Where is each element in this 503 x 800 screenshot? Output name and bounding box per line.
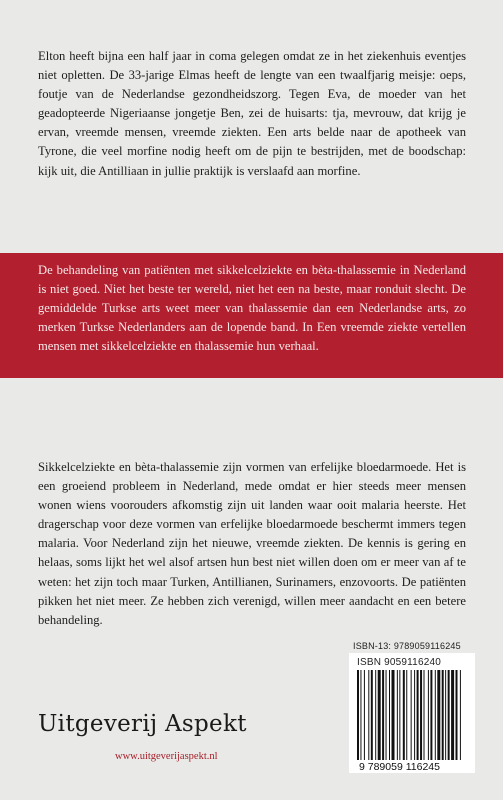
publisher-url[interactable]: www.uitgeverijaspekt.nl <box>115 751 218 762</box>
highlighted-paragraph: De behandeling van patiënten met sikkelcelziekte en bèta-thalassemie in Nederland is niet goed. Niet het beste ter wereld, niet het een na beste, maar ronduit slecht. De gemiddelde Turkse arts weet meer van thalassemie dan een Nederlandse arts, zo merken Turkse Nederlanders aan de lopende band. In Een vreemde ziekte vertellen mensen met sikkelcelziekte en thalassemie hun verhaal. <box>38 263 466 354</box>
back-cover-body-paragraph: Sikkelcelziekte en bèta-thalassemie zijn vormen van erfelijke bloedarmoede. Het is een groeiend probleem in Nederland, mede omdat er hier steeds meer mensen wonen wiens voorouders afkomstig zijn uit landen waar ooit malaria heerste. Het dragerschap voor deze vormen van erfelijke bloedarmoede beschermt immers tegen malaria. Voor Nederland zijn het nieuwe, vreemde ziekten. De kennis is gering en helaas, soms lijkt het wel alsof artsen hun best niet willen doen om er meer van af te weten: het zijn toch maar Turken, Antillianen, Surinamers, enzovoorts. De patiënten pikken het niet meer. Ze hebben zich verenigd, willen meer aandacht en een betere behandeling. <box>38 460 466 627</box>
barcode-digits: 9 789059 116245 <box>359 761 440 773</box>
back-cover-intro-paragraph: Elton heeft bijna een half jaar in coma gelegen omdat ze in het ziekenhuis eventjes niet opletten. De 33-jarige Elmas heeft de lengte van een twaalfjarig meisje: oeps, foutje van de Nederlandse gezondheidszorg. Tegen Eva, de moeder van het geadopteerde Nigeriaanse jongetje Ben, zei de huisarts: tja, mevrouw, dat krijg je ervan, vreemde mensen, vreemde ziekten. Een arts belde naar de apotheek van Tyrone, die veel morfine nodig heeft om de pijn te bestrijden, met de boodschap: kijk uit, die Antilliaan in jullie praktijk is verslaafd aan morfine. <box>38 49 466 178</box>
publisher-logo-text: Uitgeverij Aspekt <box>38 711 247 737</box>
isbn13-label: ISBN-13: 9789059116245 <box>353 641 461 651</box>
barcode-bars <box>357 670 467 762</box>
isbn10-label: ISBN 9059116240 <box>357 657 441 668</box>
barcode <box>349 653 475 773</box>
